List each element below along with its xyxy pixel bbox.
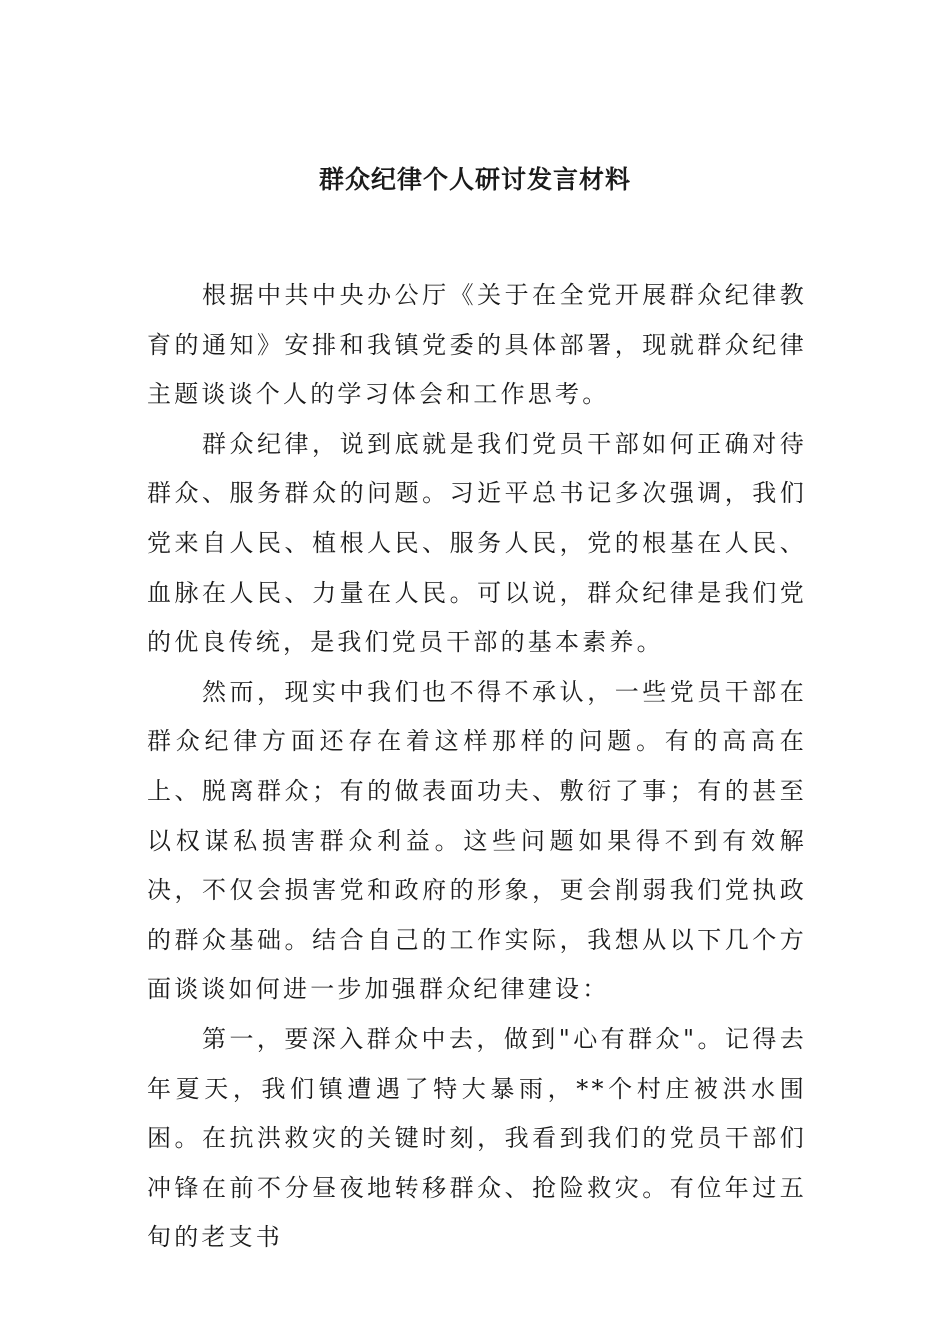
paragraph-intro: 根据中共中央办公厅《关于在全党开展群众纪律教育的通知》安排和我镇党委的具体部署，现就群众纪律主题谈谈个人的学习体会和工作思考。	[147, 281, 807, 409]
paragraph-discipline-meaning: 群众纪律，说到底就是我们党员干部如何正确对待群众、服务群众的问题。习近平总书记多次强调，我们党来自人民、植根人民、服务人民，党的根基在人民、血脉在人民、力量在人民。可以说，群众纪律是我们党的优良传统，是我们党员干部的基本素养。	[147, 429, 807, 657]
paragraph-problems: 然而，现实中我们也不得不承认，一些党员干部在群众纪律方面还存在着这样那样的问题。有的高高在上、脱离群众；有的做表面功夫、敷衍了事；有的甚至以权谋私损害群众利益。这些问题如果得不到有效解决，不仅会损害党和政府的形象，更会削弱我们党执政的群众基础。结合自己的工作实际，我想从以下几个方面谈谈如何进一步加强群众纪律建设：	[147, 677, 807, 1004]
paragraph-first-point: 第一，要深入群众中去，做到"心有群众"。记得去年夏天，我们镇遭遇了特大暴雨，**个村庄被洪水围困。在抗洪救灾的关键时刻，我看到我们的党员干部们冲锋在前不分昼夜地转移群众、抢险救灾。有位年过五旬的老支书	[147, 1024, 807, 1252]
document-body	[147, 271, 807, 1263]
document-title: 群众纪律个人研讨发言材料	[318, 165, 631, 194]
